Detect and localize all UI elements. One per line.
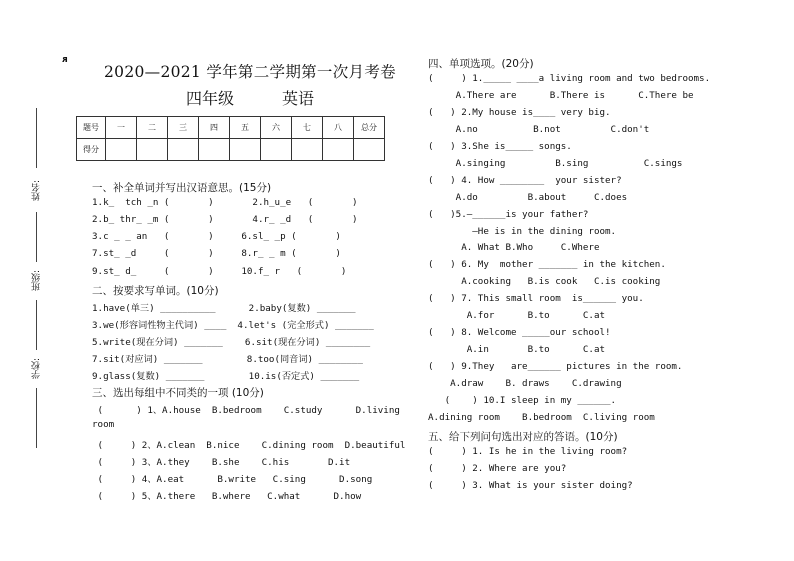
score-input-cell[interactable]	[323, 139, 354, 161]
binding-line-bottom	[36, 388, 37, 448]
question-line: A.singing B.sing C.sings	[428, 157, 683, 169]
question-line: A.in B.to C.at	[428, 344, 606, 356]
score-input-cell[interactable]	[168, 139, 199, 161]
question-line: ( ) 2. Where are you?	[428, 462, 567, 474]
question-line: ( ) 6. My mother _______ in the kitchen.	[428, 259, 666, 271]
score-input-cell[interactable]	[354, 139, 385, 161]
score-input-cell[interactable]	[199, 139, 230, 161]
question-line: 5.write(现在分词) _______ 6.sit(现在分词) ________	[92, 336, 371, 348]
score-cell: 题号	[77, 117, 106, 139]
question-line: ( ) 3. What is your sister doing?	[428, 479, 633, 491]
binding-line-top	[36, 108, 37, 168]
question-line: A.no B.not C.don't	[428, 123, 650, 135]
question-line: 3.we(形容词性物主代词) ____ 4.let's (完全形式) _______	[92, 319, 374, 331]
section-heading: 五、给下列问句选出对应的答语。(10分)	[428, 430, 618, 443]
score-cell: 六	[261, 117, 292, 139]
score-table-header-row	[77, 117, 385, 139]
score-cell: 二	[137, 117, 168, 139]
score-input-cell[interactable]	[137, 139, 168, 161]
question-line: 7.st_ _d ( ) 8.r_ _ m ( )	[92, 248, 341, 260]
question-line: ( ) 1._____ ____a living room and two bedrooms.	[428, 72, 711, 84]
question-line: 2.b_ thr_ _m ( ) 4.r_ _d ( )	[92, 214, 358, 226]
question-line: ( ) 1、A.house B.bedroom C.study D.living	[92, 405, 400, 417]
question-line: ( ) 4、A.eat B.write C.sing D.song	[92, 473, 373, 485]
side-label-school: 学校:	[32, 358, 42, 380]
question-line: A.do B.about C.does	[428, 191, 628, 203]
question-line: 9.st_ d_ ( ) 10.f_ r ( )	[92, 265, 347, 277]
question-line: ( ) 10.I sleep in my ______.	[428, 395, 617, 406]
question-line: ( ) 3.She is_____ songs.	[428, 140, 572, 152]
score-cell: 四	[199, 117, 230, 139]
question-line: 9.glass(复数) _______ 10.is(否定式) _______	[92, 371, 360, 383]
question-line: 3.c _ _ an ( ) 6.sl_ _p ( )	[92, 231, 341, 243]
score-table-score-row	[77, 139, 385, 161]
question-line: ( ) 4. How ________ your sister?	[428, 174, 622, 186]
question-line: A.for B.to C.at	[428, 310, 606, 322]
question-line: —He is in the dining room.	[428, 225, 617, 237]
question-line: ( ) 2、A.clean B.nice C.dining room D.beautiful	[92, 439, 406, 451]
question-line: 1.have(单三) __________ 2.baby(复数) _______	[92, 302, 356, 314]
subject-label: 英语	[282, 89, 315, 108]
corner-mark: ᴙ	[62, 55, 68, 65]
question-line: ( ) 9.They are______ pictures in the room.	[428, 361, 683, 373]
question-line: A.draw B. draws C.drawing	[428, 378, 622, 390]
binding-line-mid	[36, 212, 37, 262]
score-table	[76, 116, 385, 161]
score-cell: 总分	[354, 117, 385, 139]
question-line: A.There are B.There is C.There be	[428, 89, 694, 101]
score-cell: 一	[106, 117, 137, 139]
side-label-class: 班级:	[32, 270, 42, 292]
section-heading: 二、按要求写单词。(10分)	[92, 284, 219, 297]
question-line: ( )5.—______is your father?	[428, 208, 589, 220]
score-input-cell[interactable]	[230, 139, 261, 161]
score-cell: 七	[292, 117, 323, 139]
question-line: ( ) 1. Is he in the living room?	[428, 445, 628, 457]
score-input-cell[interactable]	[292, 139, 323, 161]
question-line: 1.k_ tch _n ( ) 2.h_u_e ( )	[92, 197, 358, 209]
section-heading: 四、单项选项。(20分)	[428, 58, 534, 70]
section-heading: 一、补全单词并写出汉语意思。(15分)	[92, 182, 272, 194]
question-line: A.cooking B.is cook C.is cooking	[428, 276, 661, 288]
question-line: ( ) 5、A.there B.where C.what D.how	[92, 490, 362, 502]
exam-title: 2020—2021 学年第二学期第一次月考卷	[104, 63, 396, 81]
question-line: ( ) 2.My house is____ very big.	[428, 106, 611, 118]
score-cell: 五	[230, 117, 261, 139]
score-cell: 三	[168, 117, 199, 139]
question-line: ( ) 3、A.they B.she C.his D.it	[92, 456, 351, 468]
binding-line-low	[36, 300, 37, 350]
question-line: room	[92, 419, 115, 431]
question-line: A.dining room B.bedroom C.living room	[428, 411, 655, 423]
score-row-label: 得分	[77, 139, 106, 161]
score-input-cell[interactable]	[106, 139, 137, 161]
score-cell: 八	[323, 117, 354, 139]
question-line: ( ) 8. Welcome _____our school!	[428, 327, 611, 339]
grade-label: 四年级	[186, 89, 235, 108]
section-heading: 三、选出每组中不同类的一项 (10分)	[92, 387, 264, 400]
side-label-name: 姓名:	[32, 180, 42, 202]
question-line: 7.sit(对应词) _______ 8.too(同音词) ________	[92, 354, 363, 365]
question-line: ( ) 7. This small room is______ you.	[428, 293, 644, 305]
question-line: A. What B.Who C.Where	[428, 242, 600, 254]
score-input-cell[interactable]	[261, 139, 292, 161]
